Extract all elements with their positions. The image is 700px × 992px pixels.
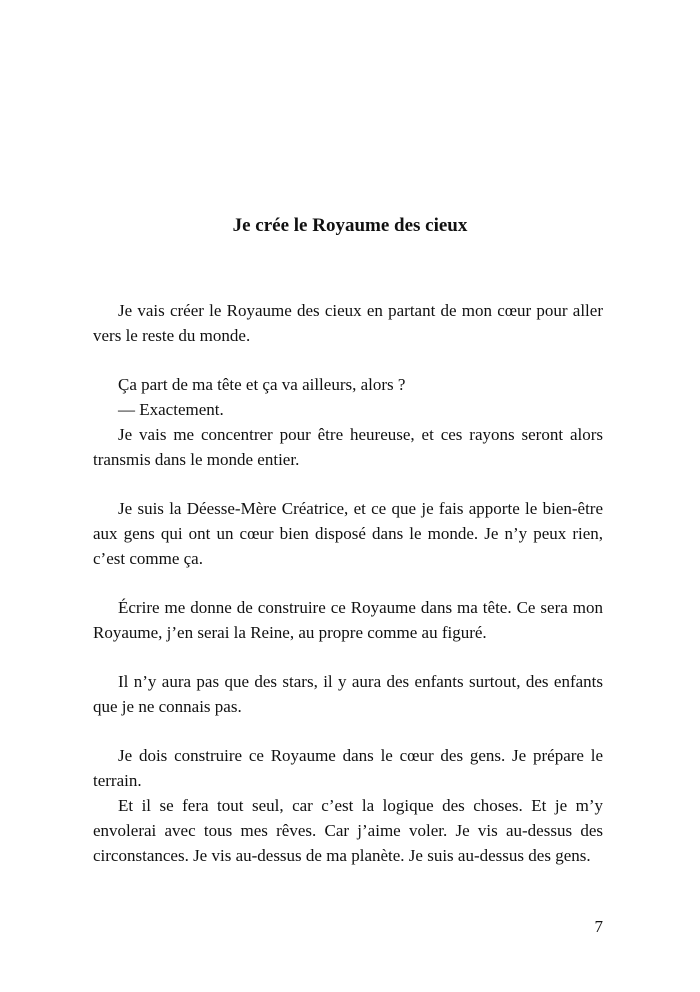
paragraph: Je vais créer le Royaume des cieux en partant de mon cœur pour aller vers le reste du monde.: [93, 301, 603, 345]
page-number: 7: [594, 917, 603, 936]
paragraph: Je suis la Déesse-Mère Créatrice, et ce que je fais apporte le bien-être aux gens qui ont un cœur bien disposé dans le monde. Je n’y peux rien, c’est comme ça.: [93, 499, 603, 568]
paragraph: Je dois construire ce Royaume dans le cœur des gens. Je prépare le terrain.: [93, 746, 603, 790]
paragraph: Et il se fera tout seul, car c’est la logique des choses. Et je m’y envolerai avec tous mes rêves. Car j’aime voler. Je vis au-dessus des circonstances. Je vis au-dessus de ma planète. Je suis au-dessus des gens.: [93, 796, 603, 865]
paragraph: — Exactement.: [118, 400, 224, 419]
paragraph: Il n’y aura pas que des stars, il y aura des enfants surtout, des enfants que je ne connais pas.: [93, 672, 603, 716]
paragraph: Écrire me donne de construire ce Royaume dans ma tête. Ce sera mon Royaume, j’en serai la Reine, au propre comme au figuré.: [93, 598, 603, 642]
paragraph: Ça part de ma tête et ça va ailleurs, alors ?: [118, 375, 406, 394]
chapter-body: [93, 298, 603, 868]
paragraph: Je vais me concentrer pour être heureuse, et ces rayons seront alors transmis dans le monde entier.: [93, 425, 603, 469]
chapter-title: Je crée le Royaume des cieux: [232, 214, 468, 236]
